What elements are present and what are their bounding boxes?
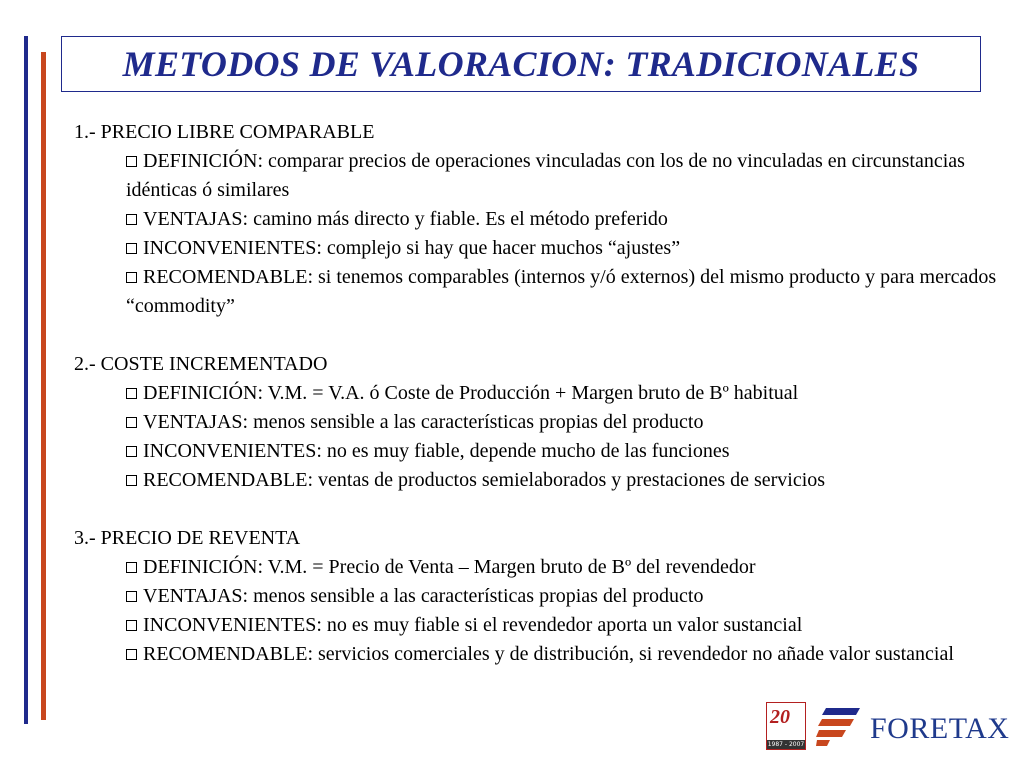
checkbox-bullet-icon [126, 591, 137, 602]
checkbox-bullet-icon [126, 620, 137, 631]
seal-years: 1987 - 2007 [767, 741, 805, 748]
item-text: : ventas de productos semielaborados y prestaciones de servicios [307, 469, 826, 491]
section-coste-incrementado [74, 350, 1004, 495]
bullet-item [126, 437, 1004, 466]
item-text: : menos sensible a las características propias del producto [242, 585, 704, 607]
brand-stripes-icon [816, 708, 860, 746]
item-text: : complejo si hay que hacer muchos “ajustes” [316, 237, 681, 259]
bullet-item [126, 553, 1004, 582]
section-precio-libre-comparable [74, 118, 1004, 321]
slide-content [74, 118, 1004, 698]
anniversary-seal-icon [766, 702, 806, 750]
bullet-item [126, 379, 1004, 408]
bullet-item [126, 640, 1004, 669]
checkbox-bullet-icon [126, 388, 137, 399]
checkbox-bullet-icon [126, 272, 137, 283]
bullet-item [126, 205, 1004, 234]
item-label: RECOMENDABLE [143, 266, 308, 288]
slide-title: METODOS DE VALORACION: TRADICIONALES [122, 44, 920, 84]
item-label: INCONVENIENTES [143, 440, 317, 462]
item-label: VENTAJAS [143, 208, 243, 230]
section-heading: 3.- PRECIO DE REVENTA [74, 527, 301, 549]
item-label: INCONVENIENTES [143, 614, 317, 636]
item-label: VENTAJAS [143, 585, 243, 607]
item-text: : V.M. = V.A. ó Coste de Producción + Margen bruto de Bº habitual [257, 382, 799, 404]
item-label: DEFINICIÓN [143, 150, 258, 172]
item-text: : no es muy fiable si el revendedor aporta un valor sustancial [316, 614, 803, 636]
brand-tax: TAX [948, 712, 1010, 745]
section-heading: 1.- PRECIO LIBRE COMPARABLE [74, 121, 375, 143]
brand-fore: FORE [870, 712, 949, 745]
item-label: DEFINICIÓN [143, 382, 258, 404]
checkbox-bullet-icon [126, 562, 137, 573]
item-label: INCONVENIENTES [143, 237, 317, 259]
item-text: : camino más directo y fiable. Es el método preferido [242, 208, 668, 230]
bullet-item [126, 611, 1004, 640]
item-text: : comparar precios de operaciones vinculadas con los de no vinculadas en circunstancias idénticas ó similares [126, 150, 965, 201]
checkbox-bullet-icon [126, 417, 137, 428]
title-box [61, 36, 981, 92]
checkbox-bullet-icon [126, 475, 137, 486]
section-heading: 2.- COSTE INCREMENTADO [74, 353, 328, 375]
item-text: : si tenemos comparables (internos y/ó externos) del mismo producto y para mercados “commodity” [126, 266, 997, 317]
item-label: RECOMENDABLE [143, 469, 308, 491]
checkbox-bullet-icon [126, 649, 137, 660]
brand-name [870, 712, 1009, 746]
item-text: : V.M. = Precio de Venta – Margen bruto de Bº del revendedor [257, 556, 756, 578]
checkbox-bullet-icon [126, 156, 137, 167]
left-orange-rule [41, 52, 46, 720]
bullet-item [126, 408, 1004, 437]
foretax-logo [766, 700, 1012, 756]
bullet-item [126, 234, 1004, 263]
checkbox-bullet-icon [126, 243, 137, 254]
item-text: : servicios comerciales y de distribución, si revendedor no añade valor sustancial [307, 643, 954, 665]
checkbox-bullet-icon [126, 446, 137, 457]
item-text: : no es muy fiable, depende mucho de las funciones [316, 440, 730, 462]
bullet-item [126, 582, 1004, 611]
seal-number: 20 [770, 706, 790, 728]
checkbox-bullet-icon [126, 214, 137, 225]
item-label: DEFINICIÓN [143, 556, 258, 578]
item-text: : menos sensible a las características propias del producto [242, 411, 704, 433]
left-blue-rule [24, 36, 28, 724]
item-label: VENTAJAS [143, 411, 243, 433]
item-label: RECOMENDABLE [143, 643, 308, 665]
bullet-item [126, 147, 1004, 205]
bullet-item [126, 263, 1004, 321]
bullet-item [126, 466, 1004, 495]
section-precio-de-reventa [74, 524, 1004, 669]
